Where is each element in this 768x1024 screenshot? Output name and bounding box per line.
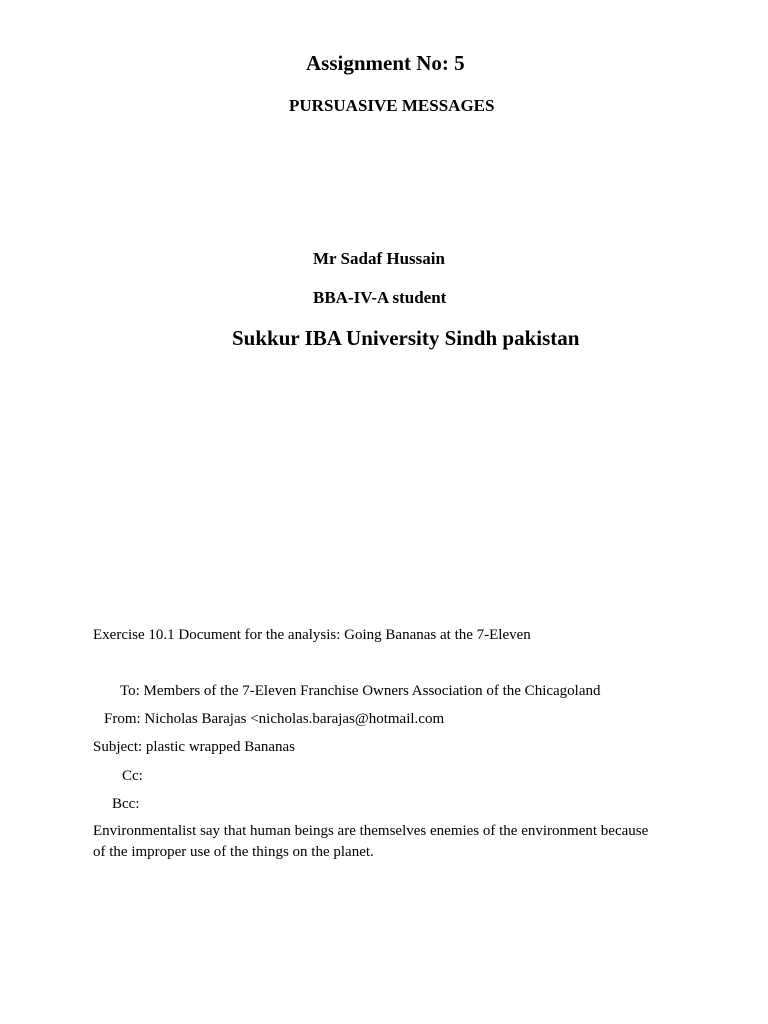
assignment-title: Assignment No: 5 <box>306 51 465 75</box>
author-program: BBA-IV-A student <box>313 288 447 307</box>
email-cc-line: Cc: <box>122 768 143 784</box>
document-subtitle: PURSUASIVE MESSAGES <box>289 96 495 115</box>
exercise-title: Exercise 10.1 Document for the analysis: Going Bananas at the 7-Eleven <box>93 627 531 643</box>
author-university: Sukkur IBA University Sindh pakistan <box>232 326 580 350</box>
email-subject-line: Subject: plastic wrapped Bananas <box>93 739 296 755</box>
email-from-line: From: Nicholas Barajas <nicholas.barajas@hotmail.com <box>104 711 445 727</box>
email-to-line: To: Members of the 7-Eleven Franchise Owners Association of the Chicagoland <box>120 683 601 699</box>
author-name: Mr Sadaf Hussain <box>313 249 445 268</box>
body-paragraph-line-1: Environmentalist say that human beings are themselves enemies of the environment because <box>93 823 649 839</box>
body-paragraph-line-2: of the improper use of the things on the planet. <box>93 844 374 860</box>
email-bcc-line: Bcc: <box>112 796 140 812</box>
